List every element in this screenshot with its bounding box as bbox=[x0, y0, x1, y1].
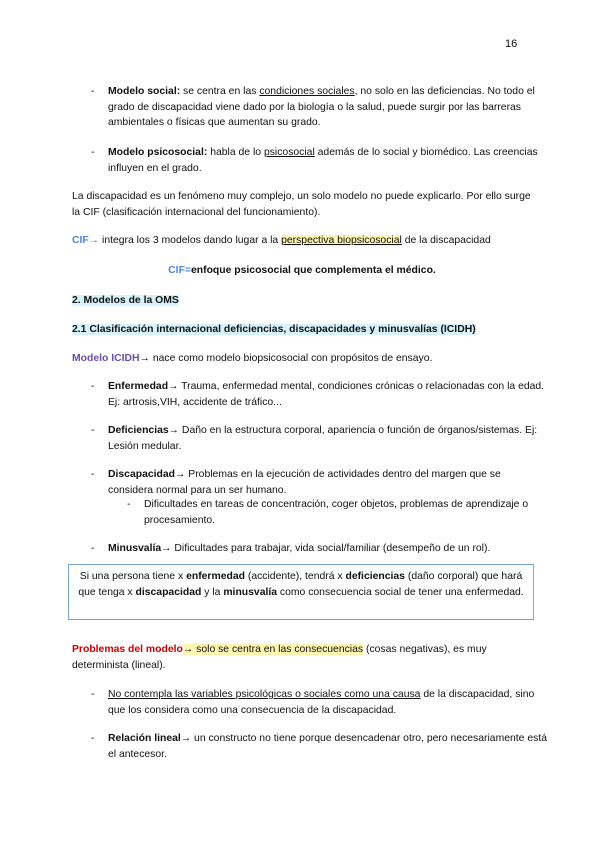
cif-label: CIF→ bbox=[72, 235, 100, 246]
text: → Dificultades para trabajar, vida social/familiar (desempeño de un rol). bbox=[161, 543, 491, 554]
icidh-label: Modelo ICIDH bbox=[72, 353, 140, 364]
bullet-deficiencias bbox=[91, 423, 548, 454]
cif-line bbox=[72, 233, 532, 249]
bullet-discapacidad bbox=[91, 467, 548, 498]
term: Modelo social: bbox=[108, 86, 181, 97]
text: → Problemas en la ejecución de actividades dentro del margen que se considera normal para un ser humano. bbox=[108, 469, 501, 496]
dash: - bbox=[91, 425, 95, 436]
text: habla de lo bbox=[207, 147, 264, 158]
text: enfoque psicosocial que complementa el médico. bbox=[190, 265, 436, 276]
dash: - bbox=[91, 147, 95, 158]
bullet-modelo-psicosocial bbox=[91, 145, 548, 176]
summary-box bbox=[68, 564, 534, 620]
text: → un constructo no tiene porque desencadenar otro, pero necesariamente está el antecesor. bbox=[108, 733, 547, 760]
underlined-text: No contempla las variables psicológicas o sociales como una causa bbox=[108, 689, 421, 700]
bullet-minusvalia bbox=[91, 541, 548, 557]
text: (daño corporal) que hará que tenga x bbox=[78, 571, 523, 598]
term: Relación lineal bbox=[108, 733, 181, 744]
bullet-no-contempla bbox=[91, 687, 548, 718]
problemas-paragraph bbox=[72, 642, 532, 673]
underlined-text: condiciones sociales bbox=[259, 86, 355, 97]
term: Deficiencias bbox=[108, 425, 169, 436]
text: , no solo en las deficiencias. No todo el grado de discapacidad viene dado por la biología o la salud, puede surgir por las barreras ambientales o físicas que aumentan su grado. bbox=[108, 86, 535, 128]
text: Si una persona tiene x bbox=[79, 571, 187, 582]
cif-definition bbox=[72, 263, 532, 279]
bold-text: minusvalía bbox=[223, 586, 278, 598]
bullet-enfermedad bbox=[91, 379, 548, 410]
bullet-relacion-lineal bbox=[91, 731, 548, 762]
text: se centra en las bbox=[180, 86, 260, 97]
text: Dificultades en tareas de concentración, coger objetos, problemas de aprendizaje o procesamiento. bbox=[144, 499, 529, 526]
text: → Trauma, enfermedad mental, condiciones crónicas o relacionadas con la edad. Ej: artrosis,VIH, accidente de tráfico... bbox=[108, 381, 545, 408]
bullet-modelo-social bbox=[91, 84, 548, 131]
paragraph-discapacidad: La discapacidad es un fenómeno muy complejo, un solo modelo no puede explicarlo. Por ello surge la CIF (clasificación internacional del funcionamiento). bbox=[72, 191, 531, 218]
dash: - bbox=[91, 689, 95, 700]
term: Modelo psicosocial: bbox=[108, 147, 208, 158]
problemas-label: Problemas del modelo bbox=[72, 644, 183, 655]
underlined-text: psicosocial bbox=[263, 147, 315, 158]
text: integra los 3 modelos dando lugar a la bbox=[99, 235, 282, 246]
text: (cosas negativas), es muy determinista (lineal). bbox=[72, 644, 487, 671]
highlight-text: solo se centra en las consecuencias bbox=[196, 644, 364, 655]
highlight-text: perspectiva biopsicosocial bbox=[281, 235, 402, 246]
text: como consecuencia social de tener una enfermedad. bbox=[277, 586, 524, 598]
text: y la bbox=[201, 586, 224, 598]
text: → Daño en la estructura corporal, apariencia o función de órganos/sistemas. Ej: Lesión medular. bbox=[108, 425, 538, 452]
text: (accidente), tendrá x bbox=[244, 571, 346, 582]
page-number: 16 bbox=[505, 38, 518, 50]
bold-text: discapacidad bbox=[135, 586, 202, 598]
dash: - bbox=[91, 381, 95, 392]
term: Minusvalía bbox=[108, 543, 162, 554]
text: además de lo social y biomédico. Las creencias influyen en el grado. bbox=[108, 147, 538, 174]
dash: - bbox=[91, 469, 95, 480]
icidh-line bbox=[72, 351, 532, 367]
dash: - bbox=[91, 86, 95, 97]
text: de la discapacidad, sino que los considera como una consecuencia de la discapacidad. bbox=[108, 689, 535, 716]
dash: - bbox=[127, 499, 131, 510]
bold-text: deficiencias bbox=[345, 571, 405, 582]
bold-text: enfermedad bbox=[186, 571, 245, 582]
text: de la discapacidad bbox=[401, 235, 491, 246]
text: → nace como modelo biopsicosocial con propósitos de ensayo. bbox=[139, 353, 433, 364]
term: Enfermedad bbox=[108, 381, 169, 392]
heading-2-1 bbox=[72, 322, 476, 338]
arrow: → bbox=[182, 644, 197, 655]
term: Discapacidad bbox=[108, 469, 175, 480]
heading-2 bbox=[72, 293, 179, 309]
heading-text: 2. Modelos de la OMS bbox=[72, 295, 179, 306]
dash: - bbox=[91, 543, 95, 554]
cif-label: CIF= bbox=[168, 265, 191, 276]
dash: - bbox=[91, 733, 95, 744]
sub-bullet-discapacidad bbox=[127, 497, 539, 528]
heading-text: 2.1 Clasificación internacional deficiencias, discapacidades y minusvalías (ICIDH) bbox=[72, 324, 476, 335]
